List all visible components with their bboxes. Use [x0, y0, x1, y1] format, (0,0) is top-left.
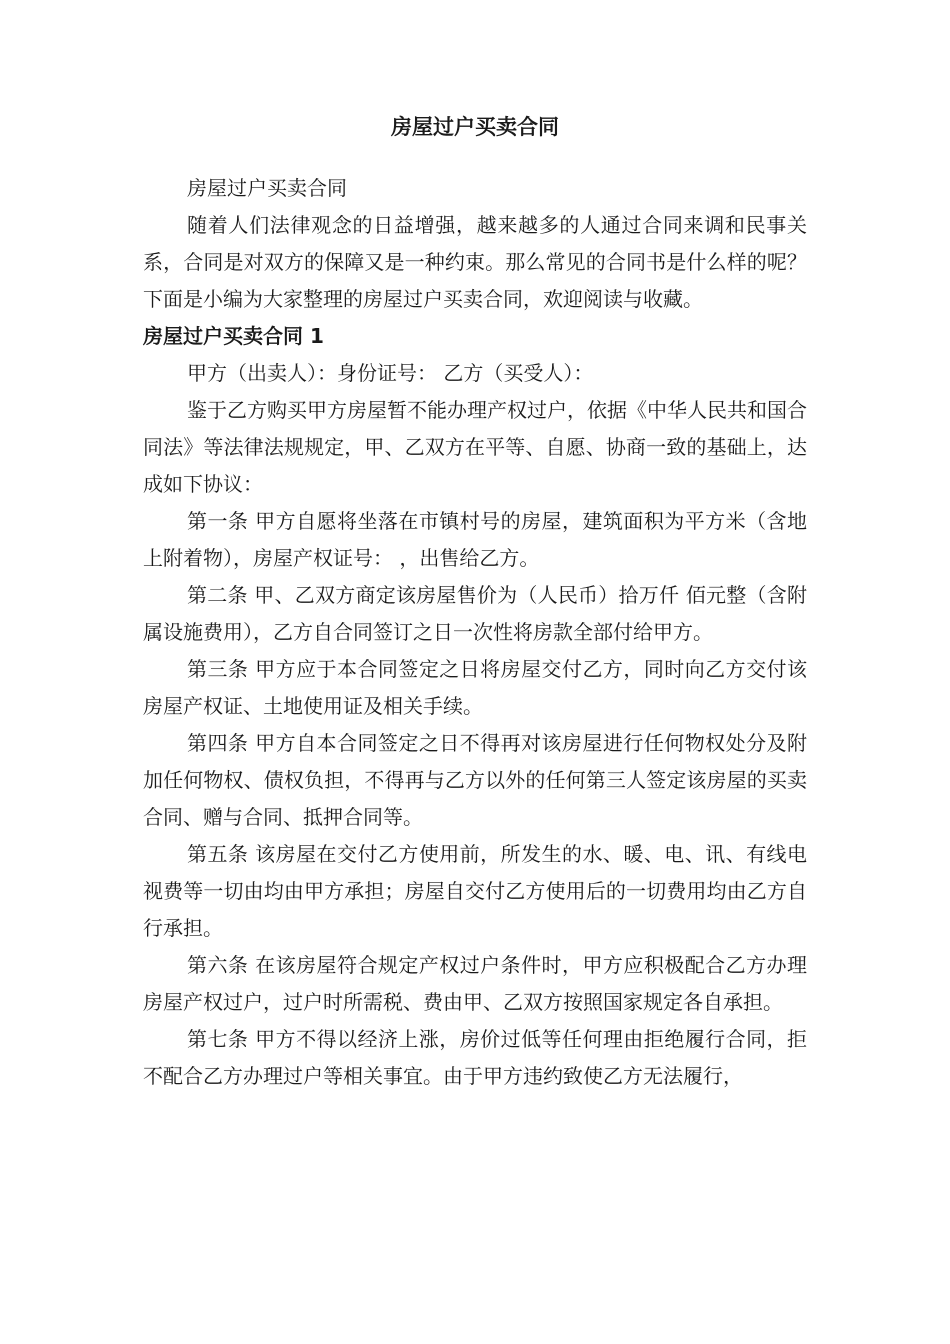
clause-article-3: 第三条 甲方应于本合同签定之日将房屋交付乙方，同时向乙方交付该房屋产权证、土地使用证及相关手续。	[143, 657, 807, 718]
clause-article-7: 第七条 甲方不得以经济上涨，房价过低等任何理由拒绝履行合同，拒不配合乙方办理过户等相关事宜。由于甲方违约致使乙方无法履行，	[143, 1027, 807, 1088]
clause-preamble: 鉴于乙方购买甲方房屋暂不能办理产权过户，依据《中华人民共和国合同法》等法律法规规定，甲、乙双方在平等、自愿、协商一致的基础上，达成如下协议：	[143, 398, 807, 496]
clause-article-2: 第二条 甲、乙双方商定该房屋售价为（人民币）拾万仟 佰元整（含附属设施费用），乙方自合同签订之日一次性将房款全部付给甲方。	[143, 583, 807, 644]
clause-article-5: 第五条 该房屋在交付乙方使用前，所发生的水、暖、电、讯、有线电视费等一切由均由甲方承担；房屋自交付乙方使用后的一切费用均由乙方自行承担。	[143, 842, 807, 940]
clause-parties: 甲方（出卖人）：身份证号： 乙方（买受人）：	[187, 361, 594, 385]
clause-article-4: 第四条 甲方自本合同签定之日不得再对该房屋进行任何物权处分及附加任何物权、债权负担，不得再与乙方以外的任何第三人签定该房屋的买卖合同、赠与合同、抵押合同等。	[143, 731, 807, 829]
intro-paragraph: 随着人们法律观念的日益增强，越来越多的人通过合同来调和民事关系，合同是对双方的保障又是一种约束。那么常见的合同书是什么样的呢？下面是小编为大家整理的房屋过户买卖合同，欢迎阅读与收藏。	[143, 213, 807, 311]
section-heading: 房屋过户买卖合同 1	[143, 324, 324, 348]
clause-article-1: 第一条 甲方自愿将坐落在市镇村号的房屋，建筑面积为平方米（含地上附着物），房屋产权证号： ，出售给乙方。	[143, 509, 807, 570]
document-title: 房屋过户买卖合同	[391, 115, 559, 139]
clause-article-6: 第六条 在该房屋符合规定产权过户条件时，甲方应积极配合乙方办理房屋产权过户，过户时所需税、费由甲、乙双方按照国家规定各自承担。	[143, 953, 807, 1014]
intro-paragraph: 房屋过户买卖合同	[187, 176, 347, 200]
